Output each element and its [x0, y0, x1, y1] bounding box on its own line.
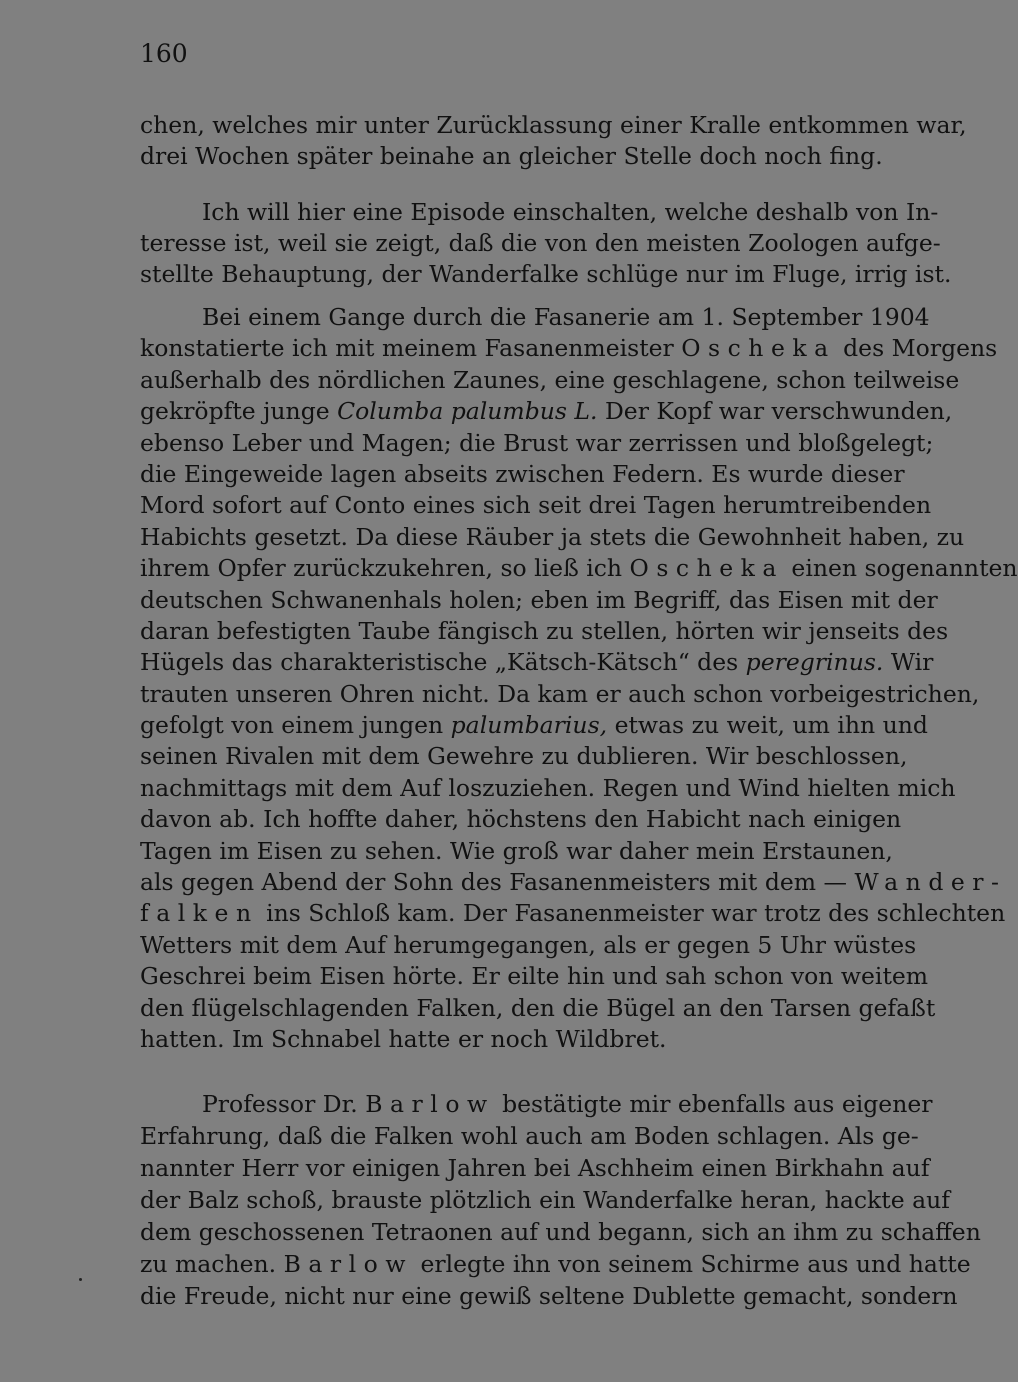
- text-line: Mord sofort auf Conto eines sich seit drei Tagen herumtreibenden: [140, 491, 932, 520]
- species-name: palumbarius,: [450, 711, 608, 740]
- text-line: den flügelschlagenden Falken, den die Bügel an den Tarsen gefaßt: [140, 993, 936, 1022]
- paragraph-2: [140, 197, 952, 290]
- text-line: die Eingeweide lagen abseits zwischen Federn. Es wurde dieser: [140, 459, 905, 488]
- page-number: 160: [140, 39, 188, 68]
- text-line: deutschen Schwanenhals holen; eben im Begriff, das Eisen mit der: [140, 585, 938, 614]
- emphasis-wanderfalken: falken: [140, 899, 259, 928]
- text-line: die Freude, nicht nur eine gewiß seltene Dublette gemacht, sondern: [140, 1282, 958, 1310]
- text-line: seinen Rivalen mit dem Gewehre zu dublieren. Wir beschlossen,: [140, 742, 908, 771]
- text-line: gefolgt von einem jungen palumbarius, etwas zu weit, um ihn und: [140, 711, 928, 740]
- text-line: nannter Herr vor einigen Jahren bei Aschheim einen Birkhahn auf: [140, 1154, 930, 1182]
- text-line: nachmittags mit dem Auf loszuziehen. Regen und Wind hielten mich: [140, 773, 956, 802]
- text-line: zu machen. Barlow erlegte ihn von seinem Schirme aus und hatte: [140, 1250, 971, 1278]
- text-line: drei Wochen später beinahe an gleicher Stelle doch noch fing.: [140, 142, 883, 170]
- text-line: dem geschossenen Tetraonen auf und begann, sich an ihm zu schaffen: [140, 1218, 981, 1246]
- text-line: der Balz schoß, brauste plötzlich ein Wanderfalke heran, hackte auf: [140, 1186, 950, 1214]
- text-line: außerhalb des nördlichen Zaunes, eine geschlagene, schon teilweise: [140, 365, 960, 394]
- text-line: daran befestigten Taube fängisch zu stellen, hörten wir jenseits des: [140, 616, 949, 645]
- species-name: Columba palumbus L.: [337, 397, 598, 426]
- text-line: Wetters mit dem Auf herumgegangen, als er gegen 5 Uhr wüstes: [140, 930, 917, 959]
- text-line: hatten. Im Schnabel hatte er noch Wildbret.: [140, 1024, 667, 1053]
- text-line: Ich will hier eine Episode einschalten, welche deshalb von In-: [202, 198, 939, 226]
- text-line: trauten unseren Ohren nicht. Da kam er auch schon vorbeigestrichen,: [140, 679, 980, 708]
- name-oscheka: Oscheka: [681, 334, 836, 363]
- text-line: Tagen im Eisen zu sehen. Wie groß war daher mein Erstaunen,: [140, 836, 893, 865]
- text-line: Professor Dr. Barlow bestätigte mir ebenfalls aus eigener: [202, 1090, 933, 1118]
- text-line: stellte Behauptung, der Wanderfalke schlüge nur im Fluge, irrig ist.: [140, 260, 952, 288]
- name-oscheka: Oscheka: [629, 554, 784, 583]
- text-line: teresse ist, weil sie zeigt, daß die von den meisten Zoologen aufge-: [140, 229, 941, 257]
- paragraph-3: [140, 302, 1018, 1055]
- text-line: chen, welches mir unter Zurücklassung einer Kralle entkommen war,: [140, 111, 967, 139]
- text-line: Habichts gesetzt. Da diese Räuber ja stets die Gewohnheit haben, zu: [140, 522, 965, 551]
- scan-speck: [79, 1278, 82, 1281]
- emphasis-wanderfalken: Wander-: [854, 868, 1007, 897]
- text-line: ebenso Leber und Magen; die Brust war zerrissen und bloßgelegt;: [140, 428, 934, 457]
- paragraph-4: [140, 1088, 981, 1312]
- text-line: ihrem Opfer zurückzukehren, so ließ ich Oscheka einen sogenannten: [140, 554, 1018, 583]
- text-line: als gegen Abend der Sohn des Fasanenmeisters mit dem — Wander-: [140, 868, 1007, 897]
- text-line: gekröpfte junge Columba palumbus L. Der Kopf war verschwunden,: [140, 397, 953, 426]
- species-name: peregrinus.: [745, 648, 884, 677]
- text-line: davon ab. Ich hoffte daher, höchstens den Habicht nach einigen: [140, 805, 902, 834]
- text-line: konstatierte ich mit meinem Fasanenmeister Oscheka des Morgens: [140, 334, 998, 363]
- text-line: Hügels das charakteristische „Kätsch-Kätsch“ des peregrinus. Wir: [140, 648, 934, 677]
- text-line: Erfahrung, daß die Falken wohl auch am Boden schlagen. Als ge-: [140, 1122, 919, 1150]
- text-line: Geschrei beim Eisen hörte. Er eilte hin und sah schon von weitem: [140, 962, 929, 991]
- name-barlow: Barlow: [365, 1090, 495, 1118]
- paragraph-1: [140, 110, 967, 172]
- name-barlow: Barlow: [283, 1250, 413, 1278]
- text-line: Bei einem Gange durch die Fasanerie am 1. September 1904: [202, 303, 930, 331]
- text-line: falken ins Schloß kam. Der Fasanenmeister war trotz des schlechten: [140, 899, 1006, 928]
